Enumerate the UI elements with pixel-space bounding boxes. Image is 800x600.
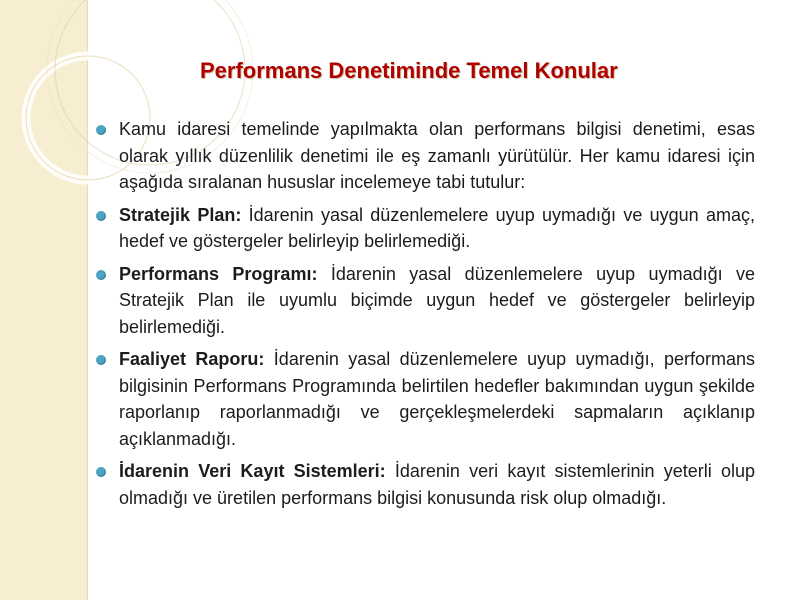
item-text: İdarenin yasal düzenlemelere uyup uymadığı ve Stratejik Plan ile uyumlu biçimde uygun hedef ve göstergeler belirleyip belirlemediği.	[119, 263, 755, 337]
bullet-icon	[96, 211, 106, 221]
item-text: İdarenin veri kayıt sistemlerinin yeterli olup olmadığı ve üretilen performans bilgisi konusunda risk olup olmadığı.	[119, 461, 755, 508]
list-item-veri-kayit-sistemleri	[96, 458, 755, 511]
slide-title: Performans Denetiminde Temel Konular	[200, 58, 618, 83]
item-term: İdarenin Veri Kayıt Sistemleri:	[119, 461, 386, 481]
item-term: Stratejik Plan:	[119, 204, 242, 225]
bullet-icon	[96, 355, 106, 365]
bullet-list	[96, 116, 755, 517]
bullet-icon	[96, 125, 106, 135]
list-item-faaliyet-raporu	[96, 346, 755, 452]
bullet-icon	[96, 467, 106, 477]
item-term: Performans Programı:	[119, 263, 318, 284]
item-text: İdarenin yasal düzenlemelere uyup uymadığı, performans bilgisinin Performans Programında belirtilen hedefler bakımından uygun şekilde raporlanıp raporlanmadığı ve gerçekleşmelerdeki sapmaların açıklanıp açıklanmadığı.	[119, 349, 755, 449]
list-item-intro	[96, 116, 755, 196]
list-item-stratejik-plan	[96, 202, 755, 255]
intro-text: Kamu idaresi temelinde yapılmakta olan performans bilgisi denetimi, esas olarak yıllık düzenlilik denetimi ile eş zamanlı yürütülür. Her kamu idaresi için aşağıda sıralanan hususlar incelemeye tabi tutulur:	[119, 119, 755, 192]
bullet-icon	[96, 270, 106, 280]
item-term: Faaliyet Raporu:	[119, 349, 265, 369]
item-text: İdarenin yasal düzenlemelere uyup uymadığı ve uygun amaç, hedef ve göstergeler belirleyip belirlemediği.	[119, 204, 755, 251]
list-item-performans-programi	[96, 261, 755, 341]
